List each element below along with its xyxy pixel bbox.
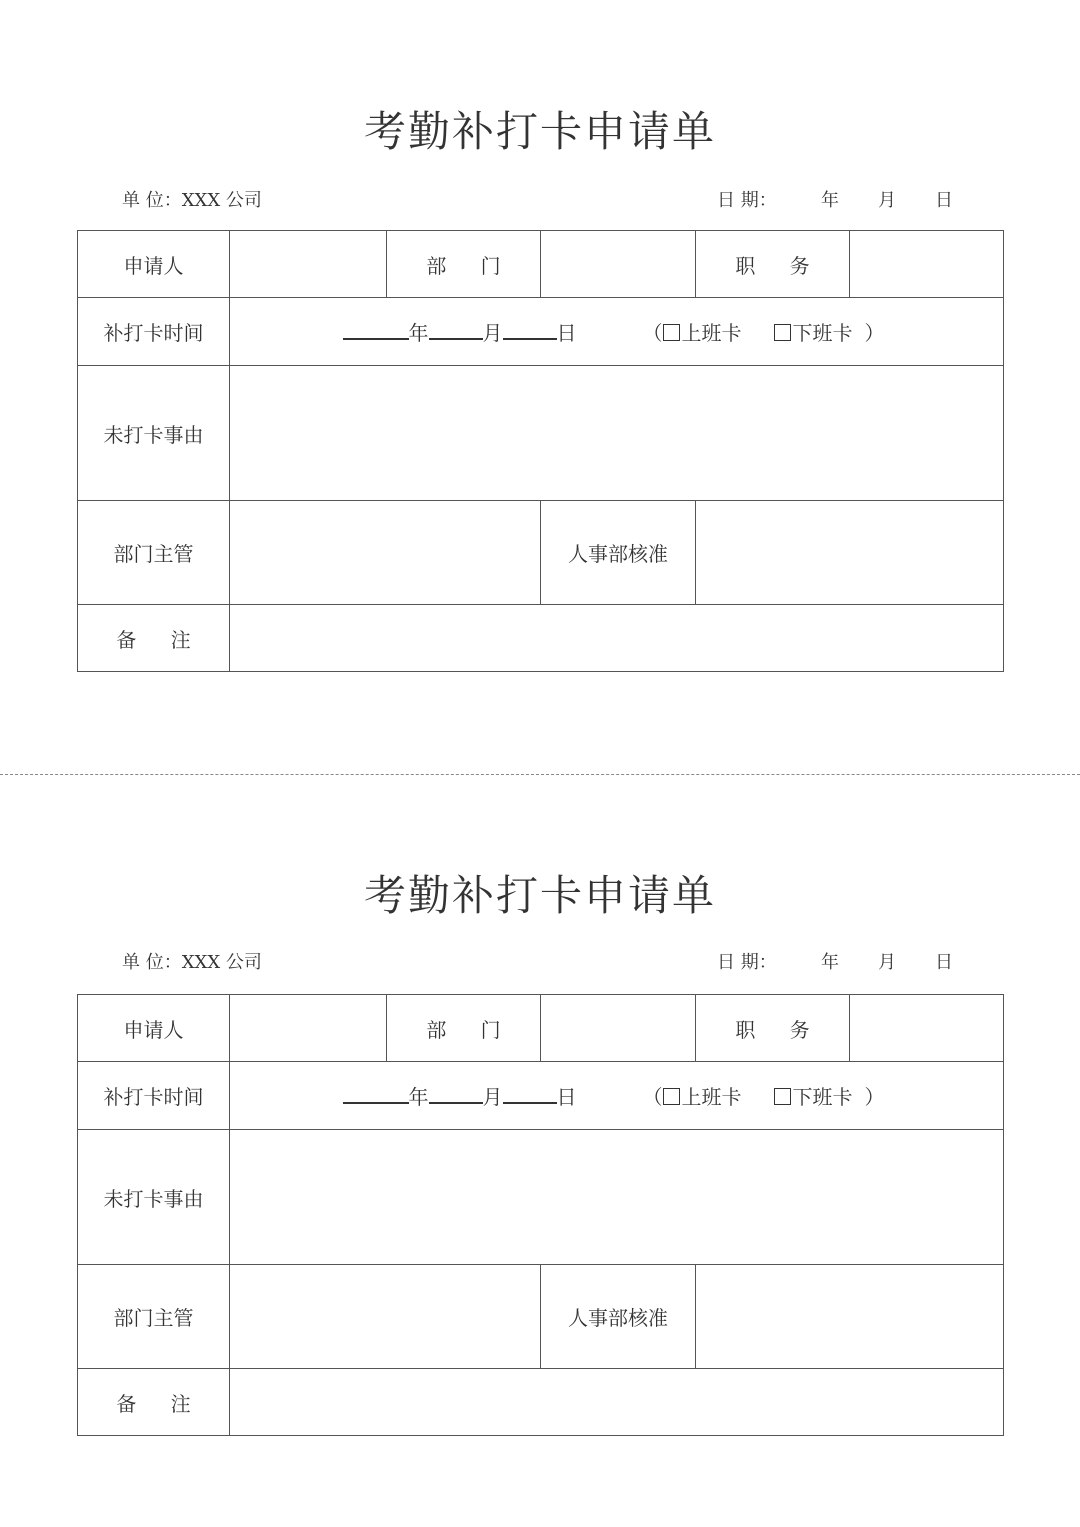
clock-in-checkbox[interactable]	[663, 1088, 680, 1105]
day-blank[interactable]	[503, 320, 557, 340]
clock-in-label: 上班卡	[681, 1085, 742, 1109]
unit-value: XXX 公司	[181, 190, 262, 211]
date-label: 日 期：	[717, 190, 777, 211]
month-blank[interactable]	[429, 320, 483, 340]
punch-time-label: 补打卡时间	[78, 298, 230, 366]
paren-open: （	[642, 1085, 663, 1109]
paren-open: （	[642, 321, 663, 345]
date-month-label: 月	[878, 190, 896, 211]
applicant-field[interactable]	[230, 995, 387, 1062]
table-row	[78, 995, 1004, 1062]
clock-out-checkbox[interactable]	[774, 1088, 791, 1105]
hr-approval-label: 人事部核准	[541, 501, 696, 605]
remarks-label: 备 注	[78, 1369, 230, 1436]
clock-in-checkbox[interactable]	[663, 324, 680, 341]
year-unit: 年	[408, 1085, 429, 1109]
reason-field[interactable]	[230, 1130, 1004, 1265]
table-row	[78, 605, 1004, 672]
unit-label: 单 位：	[122, 952, 182, 973]
date-label: 日 期：	[717, 952, 777, 973]
paren-close: ）	[864, 1085, 885, 1109]
clock-out-label: 下班卡	[792, 321, 853, 345]
applicant-label: 申请人	[78, 231, 230, 298]
punch-time-cell	[230, 1062, 1004, 1130]
month-unit: 月	[482, 1085, 503, 1109]
unit-label: 单 位：	[122, 190, 182, 211]
day-unit: 日	[556, 1085, 577, 1109]
table-row	[78, 1265, 1004, 1369]
position-field[interactable]	[850, 995, 1004, 1062]
year-blank[interactable]	[343, 1084, 409, 1104]
hr-approval-label: 人事部核准	[541, 1265, 696, 1369]
punch-time-label: 补打卡时间	[78, 1062, 230, 1130]
day-unit: 日	[556, 321, 577, 345]
form-title: 考勤补打卡申请单	[363, 107, 716, 156]
reason-field[interactable]	[230, 366, 1004, 501]
month-unit: 月	[482, 321, 503, 345]
table-row	[78, 1369, 1004, 1436]
table-row	[78, 1130, 1004, 1265]
dept-manager-label: 部门主管	[78, 1265, 230, 1369]
date-day-label: 日	[935, 190, 953, 211]
table-row	[78, 1062, 1004, 1130]
table-row	[78, 298, 1004, 366]
punch-time-cell	[230, 298, 1004, 366]
punch-time-line	[224, 317, 1003, 346]
table-row	[78, 366, 1004, 501]
clock-in-label: 上班卡	[681, 321, 742, 345]
unit-value: XXX 公司	[181, 952, 262, 973]
date-line	[717, 951, 953, 975]
position-field[interactable]	[850, 231, 1004, 298]
punch-time-line	[224, 1081, 1003, 1110]
hr-approval-field[interactable]	[696, 501, 1004, 605]
dept-manager-label: 部门主管	[78, 501, 230, 605]
remarks-field[interactable]	[230, 605, 1004, 672]
clock-out-checkbox[interactable]	[774, 324, 791, 341]
day-blank[interactable]	[503, 1084, 557, 1104]
table-row	[78, 501, 1004, 605]
applicant-field[interactable]	[230, 231, 387, 298]
month-blank[interactable]	[429, 1084, 483, 1104]
application-table	[77, 994, 1004, 1436]
table-row	[78, 231, 1004, 298]
date-day-label: 日	[935, 952, 953, 973]
position-label: 职 务	[696, 231, 850, 298]
clock-out-label: 下班卡	[792, 1085, 853, 1109]
date-line	[717, 189, 953, 213]
department-field[interactable]	[541, 231, 696, 298]
date-month-label: 月	[878, 952, 896, 973]
paren-close: ）	[864, 321, 885, 345]
applicant-label: 申请人	[78, 995, 230, 1062]
cut-line-divider	[0, 774, 1080, 775]
reason-label: 未打卡事由	[78, 366, 230, 501]
reason-label: 未打卡事由	[78, 1130, 230, 1265]
year-blank[interactable]	[343, 320, 409, 340]
department-label: 部 门	[387, 231, 541, 298]
date-year-label: 年	[821, 190, 839, 211]
unit-line	[122, 951, 262, 975]
department-label: 部 门	[387, 995, 541, 1062]
department-field[interactable]	[541, 995, 696, 1062]
remarks-field[interactable]	[230, 1369, 1004, 1436]
dept-manager-field[interactable]	[230, 1265, 541, 1369]
dept-manager-field[interactable]	[230, 501, 541, 605]
form-title: 考勤补打卡申请单	[363, 871, 716, 920]
application-table	[77, 230, 1004, 672]
position-label: 职 务	[696, 995, 850, 1062]
remarks-label: 备 注	[78, 605, 230, 672]
year-unit: 年	[408, 321, 429, 345]
unit-line	[122, 189, 262, 213]
hr-approval-field[interactable]	[696, 1265, 1004, 1369]
date-year-label: 年	[821, 952, 839, 973]
